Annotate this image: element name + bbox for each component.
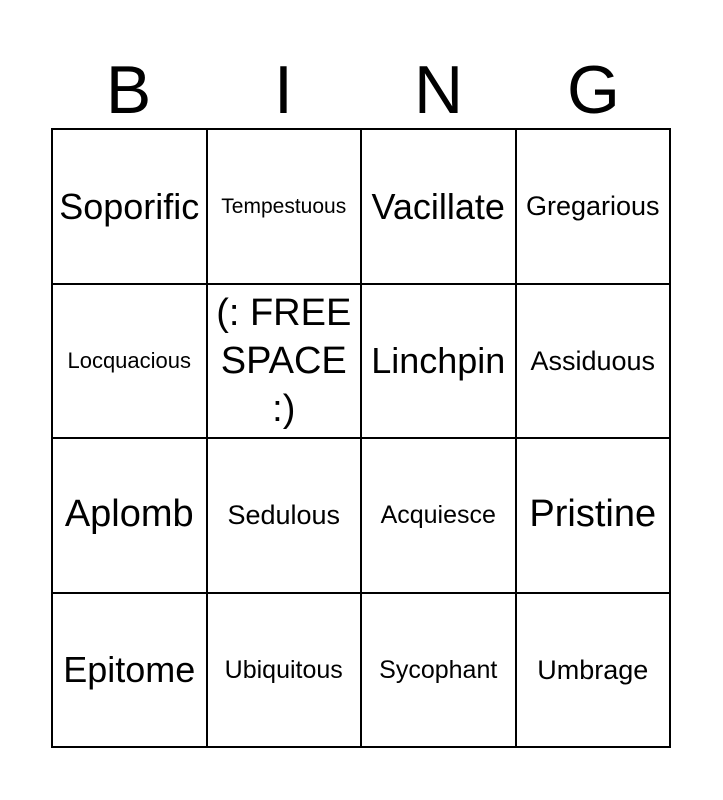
bingo-cell: [208, 439, 363, 594]
bingo-cell: [53, 594, 208, 749]
cell-word: Sedulous: [227, 500, 341, 531]
bingo-header: [51, 52, 671, 128]
cell-word: Pristine: [529, 493, 657, 536]
bingo-cell: [517, 285, 672, 440]
bingo-board: [51, 128, 671, 748]
cell-word: Ubiquitous: [224, 655, 343, 684]
header-letter-g: G: [567, 52, 620, 128]
header-letter-b: B: [105, 52, 152, 128]
bingo-cell: [53, 285, 208, 440]
cell-word: Acquiesce: [380, 501, 496, 530]
cell-word: Locquacious: [67, 347, 192, 373]
header-letter-n: N: [413, 52, 464, 128]
cell-word: Epitome: [63, 649, 196, 691]
cell-word: Linchpin: [371, 340, 506, 382]
bingo-cell: [362, 285, 517, 440]
cell-word: Vacillate: [371, 185, 505, 227]
bingo-cell: [362, 594, 517, 749]
bingo-cell: [208, 594, 363, 749]
cell-word: Tempestuous: [221, 194, 347, 218]
free-space-label: (: FREE SPACE :): [216, 291, 352, 430]
bingo-cell: [53, 130, 208, 285]
free-space-cell: [208, 285, 363, 440]
bingo-cell: [362, 439, 517, 594]
bingo-cell: [362, 130, 517, 285]
cell-word: Assiduous: [530, 345, 656, 376]
cell-word: Aplomb: [64, 493, 194, 536]
header-letter-i: I: [274, 52, 293, 128]
cell-word: Gregarious: [525, 191, 660, 222]
bingo-cell: [53, 439, 208, 594]
bingo-cell: [517, 594, 672, 749]
bingo-cell: [517, 439, 672, 594]
bingo-cell: [208, 130, 363, 285]
cell-word: Sycophant: [379, 655, 498, 684]
bingo-cell: [517, 130, 672, 285]
cell-word: Soporific: [59, 185, 200, 227]
cell-word: Umbrage: [537, 654, 649, 685]
